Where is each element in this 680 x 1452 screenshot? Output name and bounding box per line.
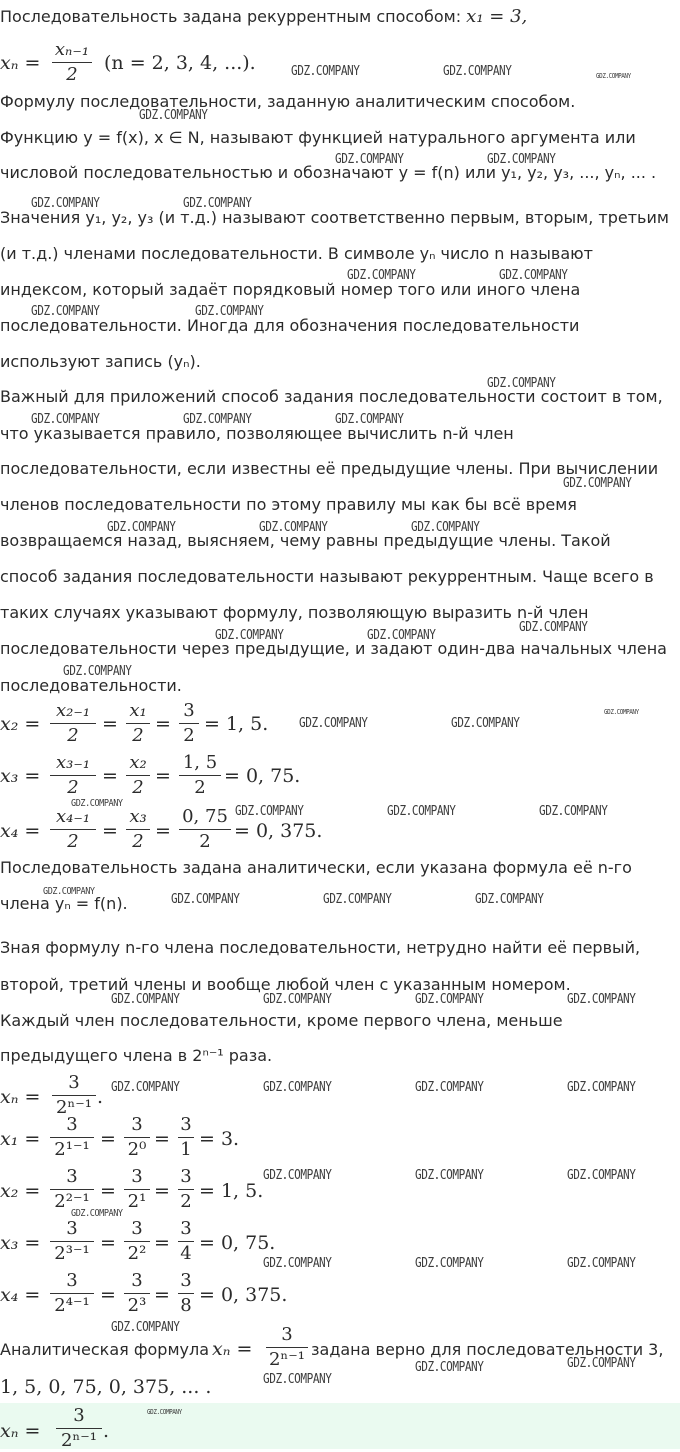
watermark: GDZ.COMPANY bbox=[539, 804, 608, 819]
fraction: x₂ 2 bbox=[126, 752, 150, 799]
theory-line: последовательности, если известны её предыдущие члены. При вычислении bbox=[0, 459, 659, 478]
theory-line: Важный для приложений способ задания последовательности состоит в том, bbox=[0, 387, 663, 406]
watermark: GDZ.COMPANY bbox=[604, 708, 639, 716]
watermark: GDZ.COMPANY bbox=[263, 1256, 332, 1271]
theory-line: возвращаемся назад, выясняем, чему равны предыдущие члены. Такой bbox=[0, 531, 611, 550]
theory-line: последовательности. bbox=[0, 676, 182, 695]
watermark: GDZ.COMPANY bbox=[71, 798, 123, 809]
theory-line: Значения y₁, y₂, y₃ (и т.д.) называют соответственно первым, вторым, третьим bbox=[0, 208, 669, 227]
fraction: x₂₋₁ 2 bbox=[50, 700, 96, 747]
watermark: GDZ.COMPANY bbox=[567, 992, 636, 1007]
theory-line: Формулу последовательности, заданную аналитическим способом. bbox=[0, 92, 576, 111]
fraction: 3 2¹ bbox=[124, 1166, 150, 1213]
fraction: 3 2³ bbox=[124, 1270, 150, 1317]
watermark: GDZ.COMPANY bbox=[43, 886, 95, 897]
watermark: GDZ.COMPANY bbox=[411, 520, 480, 535]
equals: = bbox=[155, 820, 171, 842]
equals: = bbox=[102, 765, 118, 787]
equals: = bbox=[155, 713, 171, 735]
eq-result: = 3. bbox=[199, 1128, 240, 1150]
watermark: GDZ.COMPANY bbox=[567, 1168, 636, 1183]
eq-lhs: xₙ = bbox=[0, 1086, 41, 1108]
watermark: GDZ.COMPANY bbox=[111, 1080, 180, 1095]
condition-x1: x₁ = 3, bbox=[466, 6, 528, 27]
watermark: GDZ.COMPANY bbox=[263, 1372, 332, 1387]
eq-result: = 0, 375. bbox=[234, 820, 323, 842]
watermark: GDZ.COMPANY bbox=[499, 268, 568, 283]
equals: = bbox=[102, 820, 118, 842]
watermark: GDZ.COMPANY bbox=[215, 628, 284, 643]
watermark: GDZ.COMPANY bbox=[451, 716, 520, 731]
eq-lhs: xₙ = bbox=[0, 1420, 41, 1442]
eq-lhs: x₄ = bbox=[0, 820, 41, 842]
watermark: GDZ.COMPANY bbox=[415, 992, 484, 1007]
condition-text: Последовательность задана рекуррентным способом: bbox=[0, 7, 462, 26]
fraction: 3 2²⁻¹ bbox=[50, 1166, 94, 1213]
theory-line: таких случаях указывают формулу, позволяющую выразить n-й член bbox=[0, 603, 589, 622]
watermark: GDZ.COMPANY bbox=[31, 196, 100, 211]
eq-lhs: xₙ = bbox=[212, 1338, 253, 1360]
eq-tail: . bbox=[103, 1420, 110, 1442]
watermark: GDZ.COMPANY bbox=[335, 152, 404, 167]
equals: = bbox=[154, 1284, 170, 1306]
formula-tail: (n = 2, 3, 4, ...). bbox=[104, 52, 256, 74]
eq-result: = 0, 75. bbox=[224, 765, 301, 787]
watermark: GDZ.COMPANY bbox=[596, 72, 631, 80]
fraction: 3 1 bbox=[178, 1114, 194, 1161]
watermark: GDZ.COMPANY bbox=[259, 520, 328, 535]
formula-fraction bbox=[52, 39, 92, 86]
watermark: GDZ.COMPANY bbox=[139, 108, 208, 123]
watermark: GDZ.COMPANY bbox=[387, 804, 456, 819]
theory-line: используют запись (yₙ). bbox=[0, 352, 201, 371]
watermark: GDZ.COMPANY bbox=[71, 1208, 123, 1219]
watermark: GDZ.COMPANY bbox=[263, 1080, 332, 1095]
fraction: x₁ 2 bbox=[126, 700, 150, 747]
fraction: 3 2³⁻¹ bbox=[50, 1218, 94, 1265]
eq-lhs: x₂ = bbox=[0, 713, 41, 735]
fraction: 1, 5 2 bbox=[179, 752, 221, 799]
eq-lhs: x₃ = bbox=[0, 765, 41, 787]
watermark: GDZ.COMPANY bbox=[563, 476, 632, 491]
watermark: GDZ.COMPANY bbox=[111, 1320, 180, 1335]
watermark: GDZ.COMPANY bbox=[31, 412, 100, 427]
eq-result: = 0, 375. bbox=[199, 1284, 288, 1306]
theory-line: индексом, который задаёт порядковый номер того или иного члена bbox=[0, 280, 581, 299]
conclusion-text: задана верно для последовательности 3, bbox=[311, 1340, 664, 1359]
conclusion-text: Аналитическая формула bbox=[0, 1340, 210, 1359]
analytic-line: Каждый член последовательности, кроме первого члена, меньше bbox=[0, 1011, 563, 1030]
conclusion-sequence: 1, 5, 0, 75, 0, 375, ... . bbox=[0, 1376, 212, 1398]
equals: = bbox=[100, 1232, 116, 1254]
fraction: 3 4 bbox=[178, 1218, 194, 1265]
eq-result: = 1, 5. bbox=[199, 1180, 264, 1202]
fraction: 3 2 bbox=[179, 700, 199, 747]
fraction: 0, 75 2 bbox=[179, 806, 231, 853]
fraction: 3 8 bbox=[178, 1270, 194, 1317]
watermark: GDZ.COMPANY bbox=[347, 268, 416, 283]
fraction: 3 2ⁿ⁻¹ bbox=[56, 1405, 102, 1452]
fraction: x₃ 2 bbox=[126, 806, 150, 853]
analytic-line: предыдущего члена в 2ⁿ⁻¹ раза. bbox=[0, 1046, 273, 1065]
watermark: GDZ.COMPANY bbox=[415, 1080, 484, 1095]
fraction: 3 2² bbox=[124, 1218, 150, 1265]
watermark: GDZ.COMPANY bbox=[443, 64, 512, 79]
theory-line: членов последовательности по этому правилу мы как бы всё время bbox=[0, 495, 577, 514]
watermark: GDZ.COMPANY bbox=[147, 1408, 182, 1416]
equals: = bbox=[102, 713, 118, 735]
watermark: GDZ.COMPANY bbox=[291, 64, 360, 79]
theory-line: способ задания последовательности называют рекуррентным. Чаще всего в bbox=[0, 567, 654, 586]
answer-box bbox=[0, 1403, 680, 1449]
watermark: GDZ.COMPANY bbox=[487, 376, 556, 391]
watermark: GDZ.COMPANY bbox=[111, 992, 180, 1007]
theory-line: что указывается правило, позволяющее вычислить n-й член bbox=[0, 424, 514, 443]
watermark: GDZ.COMPANY bbox=[195, 304, 264, 319]
formula-den: 2 bbox=[66, 64, 78, 85]
fraction: x₄₋₁ 2 bbox=[50, 806, 96, 853]
fraction: 3 2⁴⁻¹ bbox=[50, 1270, 94, 1317]
watermark: GDZ.COMPANY bbox=[323, 892, 392, 907]
theory-line: числовой последовательностью и обозначают y = f(n) или y₁, y₂, y₃, ..., yₙ, ... . bbox=[0, 163, 657, 182]
watermark: GDZ.COMPANY bbox=[263, 992, 332, 1007]
analytic-line: Последовательность задана аналитически, если указана формула её n-го bbox=[0, 858, 632, 877]
equals: = bbox=[154, 1128, 170, 1150]
equals: = bbox=[155, 765, 171, 787]
theory-line: последовательности через предыдущие, и задают один-два начальных члена bbox=[0, 639, 667, 658]
eq-lhs: x₄ = bbox=[0, 1284, 41, 1306]
watermark: GDZ.COMPANY bbox=[415, 1256, 484, 1271]
eq-lhs: x₂ = bbox=[0, 1180, 41, 1202]
analytic-line: члена yₙ = f(n). bbox=[0, 894, 128, 913]
watermark: GDZ.COMPANY bbox=[567, 1256, 636, 1271]
watermark: GDZ.COMPANY bbox=[107, 520, 176, 535]
theory-line: Функцию y = f(x), x ∈ N, называют функцией натурального аргумента или bbox=[0, 128, 636, 147]
equals: = bbox=[154, 1232, 170, 1254]
watermark: GDZ.COMPANY bbox=[299, 716, 368, 731]
watermark: GDZ.COMPANY bbox=[567, 1080, 636, 1095]
theory-line: (и т.д.) членами последовательности. В символе yₙ число n называют bbox=[0, 244, 593, 263]
watermark: GDZ.COMPANY bbox=[367, 628, 436, 643]
watermark: GDZ.COMPANY bbox=[519, 620, 588, 635]
fraction: 3 2⁰ bbox=[124, 1114, 150, 1161]
fraction: x₃₋₁ 2 bbox=[50, 752, 96, 799]
formula-lhs: xₙ = bbox=[0, 52, 41, 74]
watermark: GDZ.COMPANY bbox=[335, 412, 404, 427]
equals: = bbox=[100, 1284, 116, 1306]
eq-result: = 0, 75. bbox=[199, 1232, 276, 1254]
watermark: GDZ.COMPANY bbox=[263, 1168, 332, 1183]
watermark: GDZ.COMPANY bbox=[475, 892, 544, 907]
fraction: 3 2¹⁻¹ bbox=[50, 1114, 94, 1161]
equals: = bbox=[100, 1180, 116, 1202]
watermark: GDZ.COMPANY bbox=[31, 304, 100, 319]
watermark: GDZ.COMPANY bbox=[235, 804, 304, 819]
watermark: GDZ.COMPANY bbox=[415, 1168, 484, 1183]
equals: = bbox=[100, 1128, 116, 1150]
watermark: GDZ.COMPANY bbox=[567, 1356, 636, 1371]
eq-lhs: x₁ = bbox=[0, 1128, 41, 1150]
eq-lhs: x₃ = bbox=[0, 1232, 41, 1254]
watermark: GDZ.COMPANY bbox=[487, 152, 556, 167]
watermark: GDZ.COMPANY bbox=[415, 1360, 484, 1375]
eq-tail: . bbox=[97, 1086, 104, 1108]
eq-result: = 1, 5. bbox=[204, 713, 269, 735]
fraction: 3 2ⁿ⁻¹ bbox=[52, 1072, 96, 1119]
analytic-line: второй, третий члены и вообще любой член с указанным номером. bbox=[0, 975, 571, 994]
fraction: 3 2 bbox=[178, 1166, 194, 1213]
equals: = bbox=[154, 1180, 170, 1202]
theory-line: последовательности. Иногда для обозначения последовательности bbox=[0, 316, 580, 335]
condition-lead bbox=[0, 7, 527, 27]
watermark: GDZ.COMPANY bbox=[171, 892, 240, 907]
fraction: 3 2ⁿ⁻¹ bbox=[266, 1324, 308, 1371]
watermark: GDZ.COMPANY bbox=[183, 412, 252, 427]
formula-num: xₙ₋₁ bbox=[54, 39, 90, 60]
watermark: GDZ.COMPANY bbox=[183, 196, 252, 211]
watermark: GDZ.COMPANY bbox=[63, 664, 132, 679]
analytic-line: Зная формулу n-го члена последовательности, нетрудно найти её первый, bbox=[0, 938, 641, 957]
